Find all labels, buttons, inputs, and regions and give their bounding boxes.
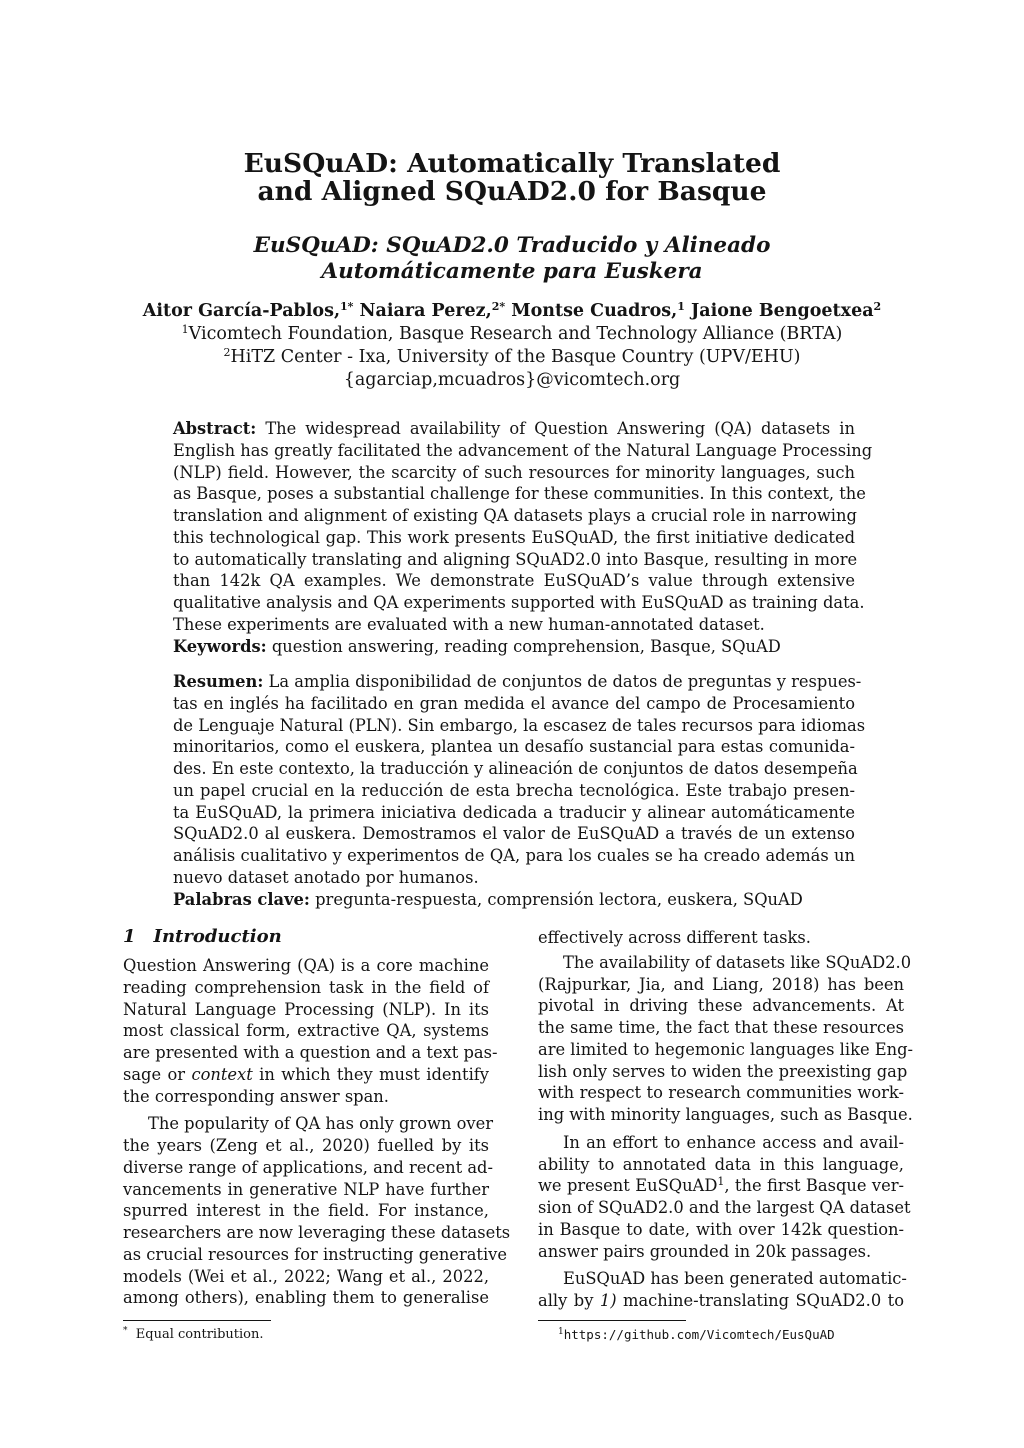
body-line: are limited to hegemonic languages like Eng- bbox=[538, 1039, 914, 1059]
body-line: Question Answering (QA) is a core machine bbox=[123, 956, 489, 975]
abstract-line: (NLP) field. However, the scarcity of such resources for minority languages, such bbox=[173, 462, 855, 482]
body-line: The popularity of QA has only grown over bbox=[148, 1114, 494, 1134]
body-line bbox=[538, 1175, 904, 1197]
affiliation-2 bbox=[0, 346, 1024, 368]
body-line: reading comprehension task in the field of bbox=[123, 977, 489, 997]
affiliation-1 bbox=[0, 323, 1024, 345]
affiliation-text: Vicomtech Foundation, Basque Research and Technology Alliance (BRTA) bbox=[188, 324, 843, 344]
body-line: answer pairs grounded in 20k passages. bbox=[538, 1241, 872, 1261]
abstract-line: this technological gap. This work presents EuSQuAD, the first initiative dedicated bbox=[173, 527, 855, 547]
body-line: models (Wei et al., 2022; Wang et al., 2022, bbox=[123, 1266, 489, 1286]
body-line: as crucial resources for instructing generative bbox=[123, 1244, 508, 1264]
author-name: Naiara Perez, bbox=[359, 301, 492, 321]
author-affiliation-mark: 1 bbox=[677, 300, 685, 313]
subtitle-line-2: Automáticamente para Euskera bbox=[321, 259, 703, 284]
body-text: machine-translating SQuAD2.0 to bbox=[616, 1291, 904, 1310]
abstract-line: The widespread availability of Question Answering (QA) datasets in bbox=[265, 419, 856, 438]
body-text: in which they must identify bbox=[252, 1064, 489, 1084]
body-line: ability to annotated data in this language, bbox=[538, 1154, 904, 1174]
resumen-line: de Lenguaje Natural (PLN). Sin embargo, la escasez de tales recursos para idiomas bbox=[173, 715, 866, 735]
abstract-line: than 142k QA examples. We demonstrate EuSQuAD’s value through extensive bbox=[173, 571, 855, 591]
body-line: (Rajpurkar, Jia, and Liang, 2018) has been bbox=[538, 974, 904, 994]
section-title: Introduction bbox=[153, 926, 282, 947]
body-line: are presented with a question and a text pas- bbox=[123, 1043, 498, 1062]
body-line: ing with minority languages, such as Basque. bbox=[538, 1105, 913, 1124]
author-name: Jaione Bengoetxea bbox=[690, 301, 874, 321]
abstract-line: These experiments are evaluated with a new human-annotated dataset. bbox=[173, 614, 765, 634]
section-heading bbox=[123, 925, 489, 955]
body-line: spurred interest in the field. For instance, bbox=[123, 1201, 489, 1221]
body-line: researchers are now leveraging these datasets bbox=[123, 1223, 511, 1242]
repository-url[interactable]: https://github.com/Vicomtech/EusQuAD bbox=[563, 1327, 835, 1342]
body-line: the same time, the fact that these resources bbox=[538, 1018, 904, 1037]
abstract-label: Abstract: bbox=[173, 419, 257, 438]
author-affiliation-mark: 2* bbox=[491, 300, 506, 313]
body-line: In an effort to enhance access and avail- bbox=[563, 1132, 904, 1152]
body-line: the corresponding answer span. bbox=[123, 1086, 389, 1106]
author-affiliation-mark: 1* bbox=[340, 300, 354, 313]
footnote-mark: * bbox=[123, 1326, 128, 1336]
body-line bbox=[538, 1290, 904, 1312]
keywords-text: question answering, reading comprehension, Basque, SQuAD bbox=[271, 636, 781, 656]
resumen-line: minoritarios, como el euskera, plantea un desafío sustancial para estas comunida- bbox=[173, 737, 855, 757]
resumen bbox=[173, 671, 866, 910]
title-line-2: and Aligned SQuAD2.0 for Basque bbox=[257, 176, 767, 207]
resumen-line: nuevo dataset anotado por humanos. bbox=[173, 867, 479, 887]
body-line: Natural Language Processing (NLP). In its bbox=[123, 999, 489, 1019]
resumen-line: análisis cualitativo y experimentos de QA, para los cuales se ha creado además un bbox=[173, 846, 855, 865]
left-column bbox=[123, 925, 511, 1309]
resumen-label: Resumen: bbox=[173, 672, 264, 691]
author-email: {agarciap,mcuadros}@vicomtech.org bbox=[343, 370, 681, 390]
palabras-clave-text: pregunta-respuesta, comprensión lectora, euskera, SQuAD bbox=[315, 889, 803, 909]
body-line: effectively across different tasks. bbox=[538, 928, 811, 947]
abstract-line: to automatically translating and aligning SQuAD2.0 into Basque, resulting in more bbox=[173, 549, 858, 569]
abstract-line: translation and alignment of existing QA datasets plays a crucial role in narrowing bbox=[173, 506, 857, 525]
emphasis-text: context bbox=[191, 1064, 253, 1084]
author-affiliation-mark: 2 bbox=[873, 300, 882, 313]
footnote-rule bbox=[538, 1320, 686, 1321]
body-line: vancements in generative NLP have further bbox=[123, 1179, 489, 1199]
footnote-mark: 1 bbox=[558, 1327, 564, 1337]
resumen-line: ta EuSQuAD, la primera iniciativa dedicada a traducir y alinear automáticamente bbox=[173, 802, 855, 822]
footnote-mark: 1 bbox=[717, 1175, 725, 1189]
footnote-rule bbox=[123, 1320, 271, 1321]
abstract bbox=[173, 418, 873, 657]
body-text: sage or bbox=[123, 1064, 192, 1084]
abstract-line: as Basque, poses a substantial challenge for these communities. In this context, the bbox=[173, 484, 866, 504]
body-line: The availability of datasets like SQuAD2.0 bbox=[563, 952, 912, 972]
paper-title bbox=[0, 150, 1024, 206]
body-line: diverse range of applications, and recent ad- bbox=[123, 1157, 493, 1177]
resumen-line: SQuAD2.0 al euskera. Demostramos el valor de EuSQuAD a través de un extenso bbox=[173, 824, 855, 844]
author-name: Montse Cuadros, bbox=[511, 301, 678, 321]
body-line: most classical form, extractive QA, systems bbox=[123, 1021, 489, 1041]
affiliation-mark: 2 bbox=[223, 346, 231, 359]
affiliation-text: HiTZ Center - Ixa, University of the Basque Country (UPV/EHU) bbox=[230, 347, 801, 367]
resumen-line: tas en inglés ha facilitado en gran medida el avance del campo de Procesamiento bbox=[173, 693, 855, 713]
paper-subtitle bbox=[0, 233, 1024, 285]
keywords-label: Keywords: bbox=[173, 636, 267, 656]
body-line: EuSQuAD has been generated automatic- bbox=[563, 1269, 907, 1289]
body-line bbox=[123, 1064, 489, 1086]
body-line: pivotal in driving these advancements. At bbox=[538, 996, 904, 1016]
body-text: we present EuSQuAD bbox=[538, 1176, 718, 1196]
body-text: , the first Basque ver- bbox=[724, 1176, 904, 1196]
body-text: ally by bbox=[538, 1291, 600, 1310]
right-column bbox=[538, 927, 914, 1312]
body-line: sion of SQuAD2.0 and the largest QA dataset bbox=[538, 1198, 911, 1217]
affiliation-mark: 1 bbox=[181, 323, 189, 336]
footnote-repo-link bbox=[558, 1327, 835, 1344]
subtitle-line-1: EuSQuAD: SQuAD2.0 Traducido y Alineado bbox=[253, 233, 771, 258]
title-line-1: EuSQuAD: Automatically Translated bbox=[243, 148, 781, 179]
resumen-line: La amplia disponibilidad de conjuntos de datos de preguntas y respues- bbox=[268, 672, 862, 691]
author-list bbox=[0, 300, 1024, 322]
abstract-line: English has greatly facilitated the advancement of the Natural Language Processing bbox=[173, 440, 873, 460]
body-line: with respect to research communities work- bbox=[538, 1083, 904, 1103]
abstract-line: qualitative analysis and QA experiments supported with EuSQuAD as training data. bbox=[173, 593, 865, 612]
body-line: lish only serves to widen the preexisting gap bbox=[538, 1061, 908, 1081]
resumen-line: un papel crucial en la reducción de esta brecha tecnológica. Este trabajo presen- bbox=[173, 780, 855, 800]
author-name: Aitor García-Pablos, bbox=[142, 301, 341, 321]
body-line: among others), enabling them to generalise bbox=[123, 1288, 489, 1308]
section-number: 1 bbox=[123, 926, 136, 947]
body-line: in Basque to date, with over 142k question- bbox=[538, 1219, 904, 1239]
footnote-equal-contribution bbox=[123, 1327, 263, 1343]
footnote-text: Equal contribution. bbox=[135, 1327, 264, 1342]
resumen-line: des. En este contexto, la traducción y alineación de conjuntos de datos desempeña bbox=[173, 759, 858, 778]
palabras-clave-label: Palabras clave: bbox=[173, 889, 310, 909]
body-line: the years (Zeng et al., 2020) fuelled by its bbox=[123, 1136, 489, 1155]
emphasis-text: 1) bbox=[599, 1291, 617, 1310]
